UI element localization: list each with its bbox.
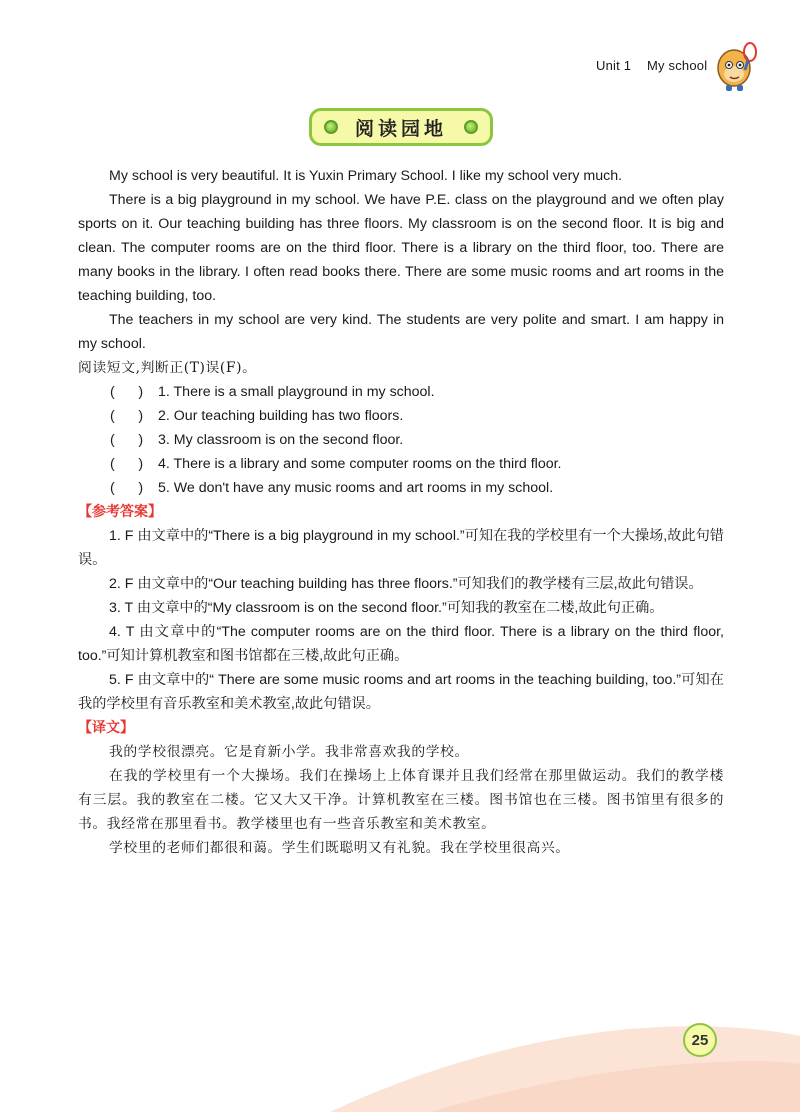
question-text: 3. My classroom is on the second floor. <box>158 432 404 448</box>
title-bullet-icon <box>464 120 478 134</box>
passage-paragraph: The teachers in my school are very kind. The students are very polite and smart. I am happy in my school. <box>78 312 724 352</box>
answer-blank: ( ) <box>110 456 144 472</box>
unit-topic: My school <box>646 58 708 73</box>
footer-wave-decoration <box>0 1000 800 1112</box>
answer-blank: ( ) <box>110 384 144 400</box>
answer-item: 4. T 由文章中的“The computer rooms are on the third floor. There is a library on the third floor, too.”可知计算机教室和图书馆都在三楼,故此句正确。 <box>78 624 724 664</box>
answer-item: 2. F 由文章中的“Our teaching building has three floors.”可知我们的教学楼有三层,故此句错误。 <box>109 576 703 592</box>
answer-blank: ( ) <box>110 408 144 424</box>
section-title-box <box>309 108 493 146</box>
answer-item: 3. T 由文章中的“My classroom is on the second floor.”可知我的教室在二楼,故此句正确。 <box>109 600 664 616</box>
mascot-icon <box>712 38 760 92</box>
translation-paragraph: 学校里的老师们都很和蔼。学生们既聪明又有礼貌。我在学校里很高兴。 <box>109 840 570 856</box>
translation-paragraph: 我的学校很漂亮。它是育新小学。我非常喜欢我的学校。 <box>109 744 469 760</box>
page-header <box>596 58 707 73</box>
question-text: 2. Our teaching building has two floors. <box>158 408 404 424</box>
answer-item: 1. F 由文章中的“There is a big playground in my school.”可知在我的学校里有一个大操场,故此句错误。 <box>78 528 724 568</box>
question-item <box>78 476 724 500</box>
section-title: 阅读园地 <box>354 117 447 140</box>
answer-item: 5. F 由文章中的“ There are some music rooms and art rooms in the teaching building, too.”可知在我的学校里有音乐教室和美术教室,故此句错误。 <box>78 672 724 712</box>
passage-paragraph: My school is very beautiful. It is Yuxin Primary School. I like my school very much. <box>109 168 623 184</box>
question-text: 5. We don't have any music rooms and art rooms in my school. <box>158 480 554 496</box>
unit-label: Unit 1 <box>596 58 632 73</box>
question-item <box>78 380 724 404</box>
instruction: 阅读短文,判断正(T)误(F)。 <box>78 360 257 376</box>
page-number: 25 <box>683 1023 717 1057</box>
page-content <box>78 164 724 860</box>
question-item <box>78 452 724 476</box>
translation-label: 【译文】 <box>78 720 134 736</box>
passage-paragraph: There is a big playground in my school. We have P.E. class on the playground and we often play sports on it. Our teaching building has three floors. My classroom is on the second floor. It is big and clean. The computer rooms are on the third floor. There is a library on the third floor, too. There are many books in the library. I often read books there. There are some music rooms and art rooms in the teaching building, too. <box>78 192 724 304</box>
title-bullet-icon <box>324 120 338 134</box>
answer-key-label: 【参考答案】 <box>78 504 162 520</box>
translation-paragraph: 在我的学校里有一个大操场。我们在操场上上体育课并且我们经常在那里做运动。我们的教学楼有三层。我的教室在二楼。它又大又干净。计算机教室在三楼。图书馆也在三楼。图书馆里有很多的书。我经常在那里看书。教学楼里也有一些音乐教室和美术教室。 <box>78 768 724 832</box>
answer-blank: ( ) <box>110 432 144 448</box>
question-text: 1. There is a small playground in my school. <box>158 384 435 400</box>
question-item <box>78 404 724 428</box>
question-item <box>78 428 724 452</box>
question-text: 4. There is a library and some computer rooms on the third floor. <box>158 456 562 472</box>
answer-blank: ( ) <box>110 480 144 496</box>
